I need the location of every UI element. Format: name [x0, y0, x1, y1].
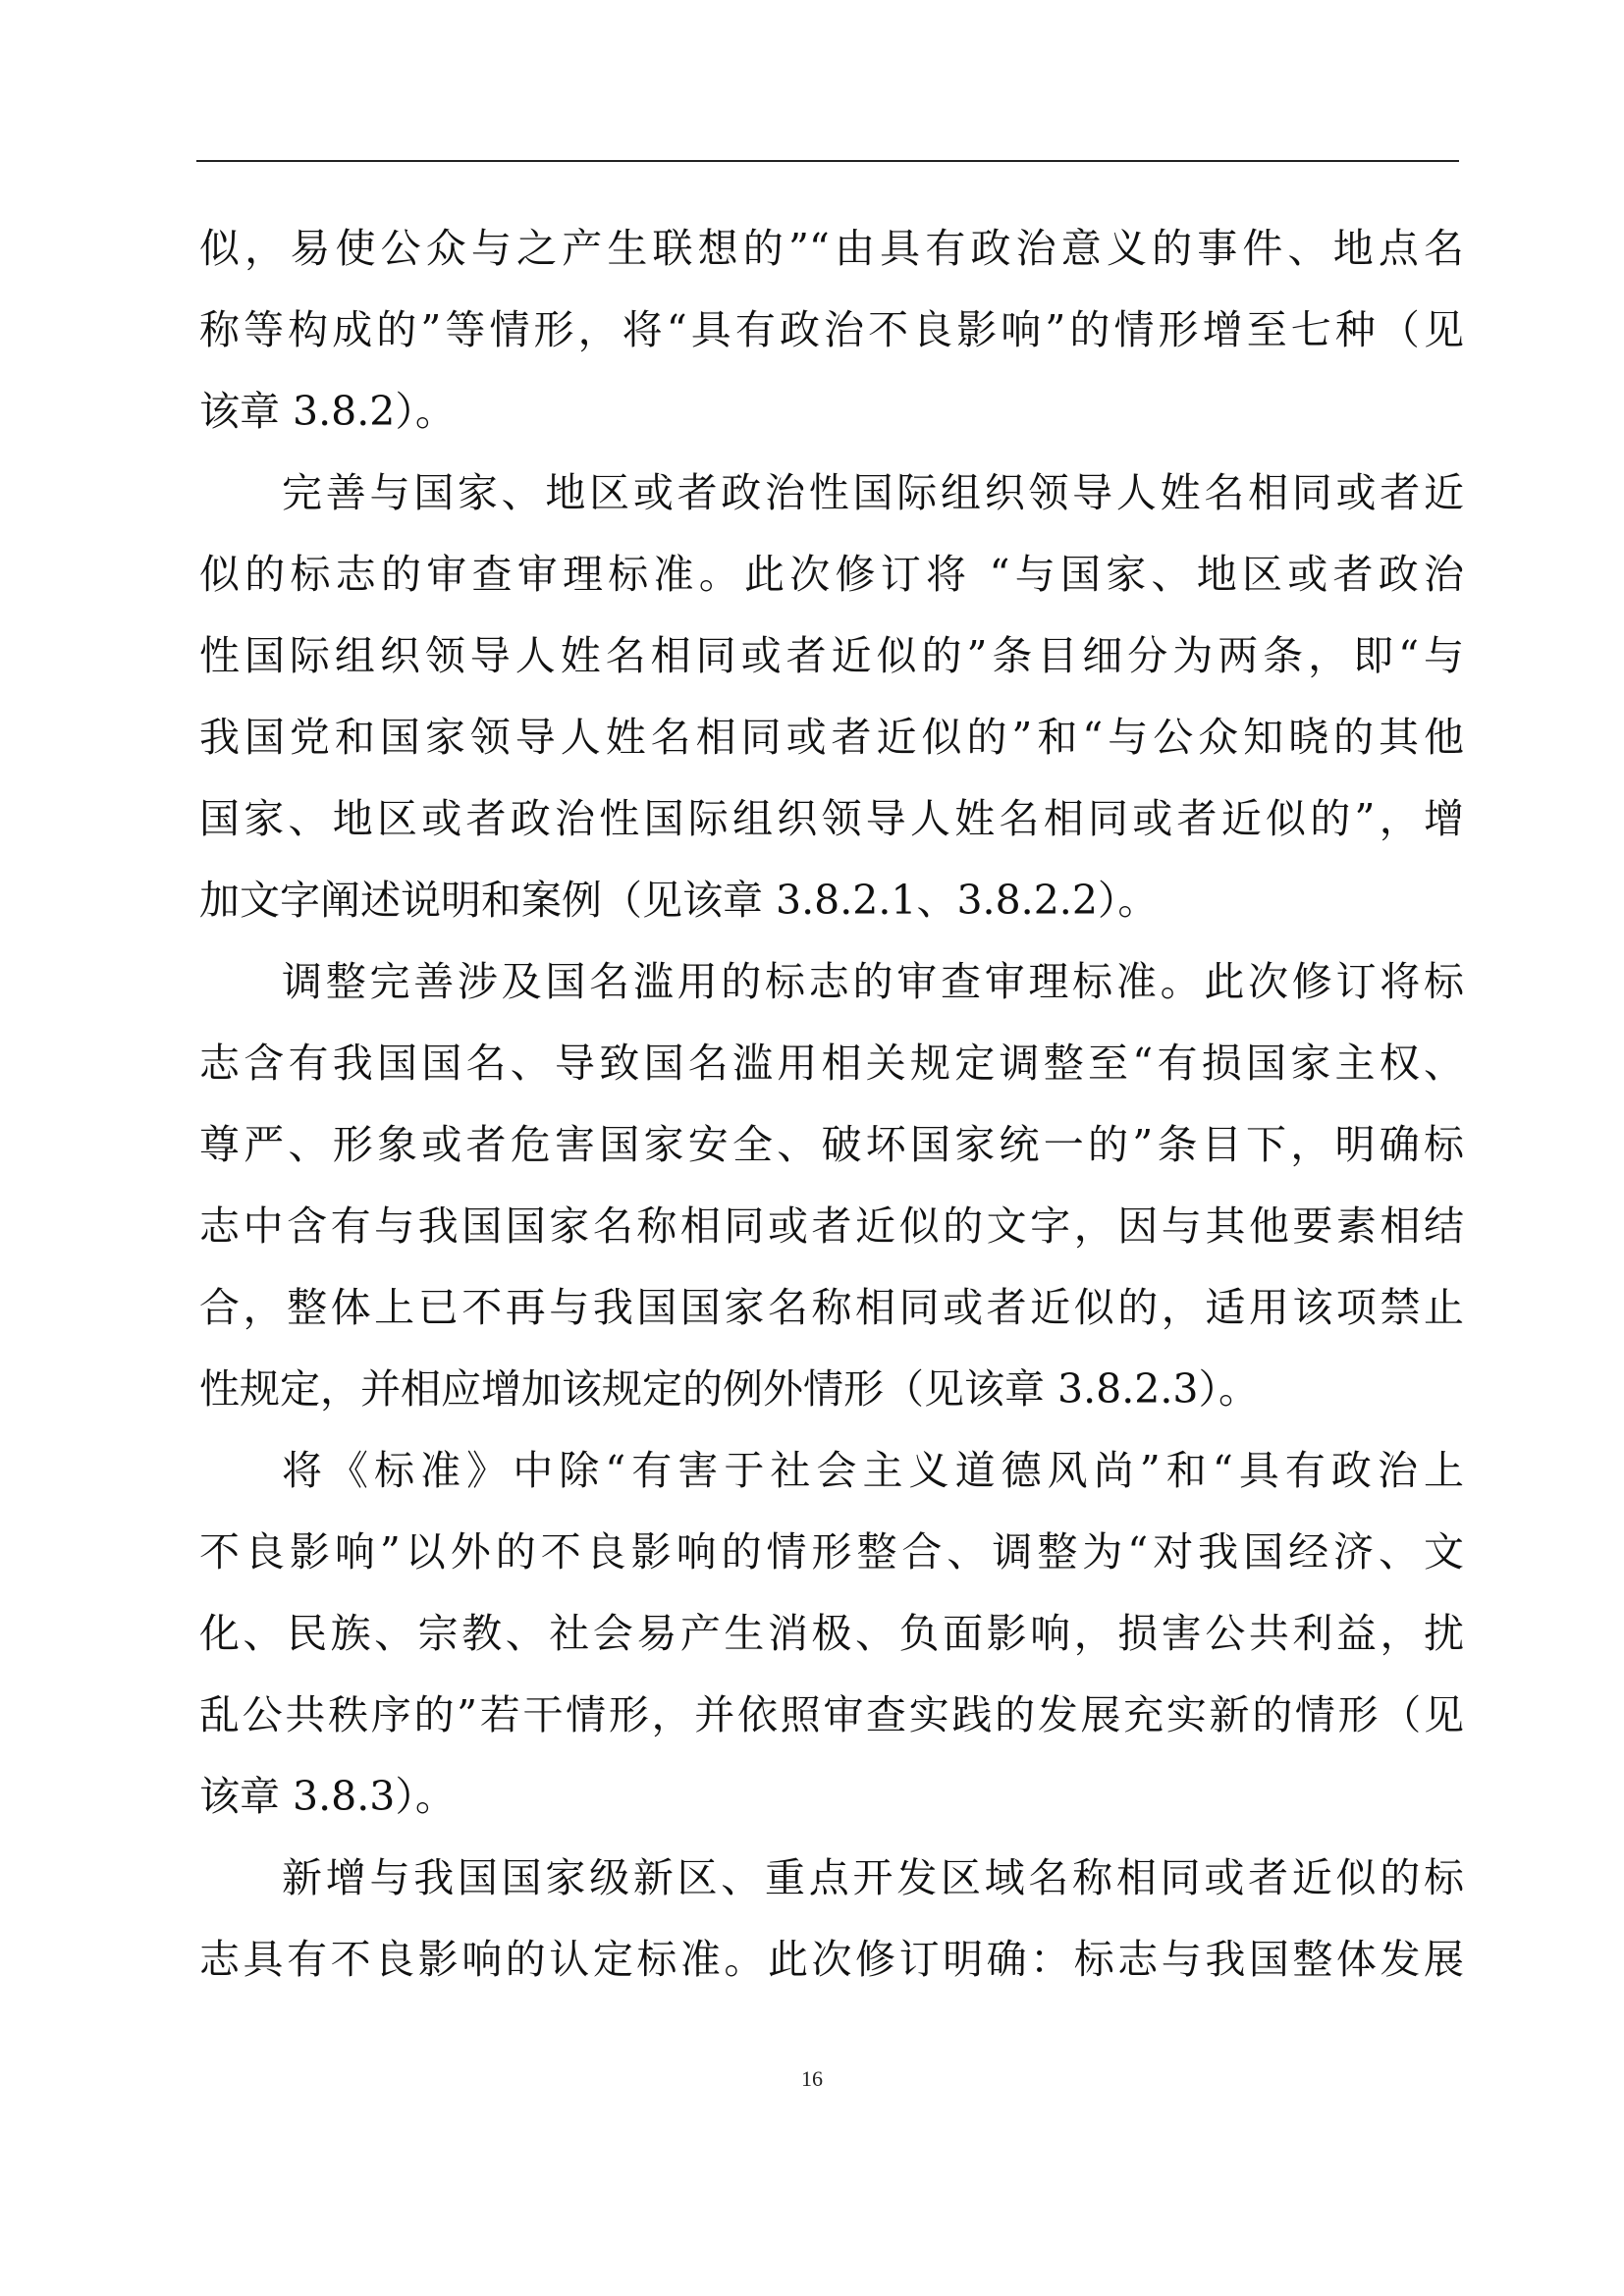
text-line: 新增与我国国家级新区、重点开发区域名称相同或者近似的标 — [282, 1854, 1464, 1901]
text-line: 志具有不良影响的认定标准。此次修订明确：标志与我国整体发展 — [199, 1936, 1464, 1983]
text-line: 国家、地区或者政治性国际组织领导人姓名相同或者近似的”，增 — [199, 795, 1464, 842]
page-number: 16 — [801, 2066, 823, 2091]
text-line: 该章 3.8.3）。 — [199, 1773, 456, 1820]
text-line: 完善与国家、地区或者政治性国际组织领导人姓名相同或者近 — [282, 469, 1464, 516]
paragraph — [199, 1430, 1464, 1838]
text-line: 加文字阐述说明和案例（见该章 3.8.2.1、3.8.2.2）。 — [199, 877, 1159, 924]
text-line: 尊严、形象或者危害国家安全、破坏国家统一的”条目下，明确标 — [199, 1121, 1464, 1168]
text-line: 称等构成的”等情形，将“具有政治不良影响”的情形增至七种（见 — [199, 306, 1464, 353]
text-line: 志中含有与我国国家名称相同或者近似的文字，因与其他要素相结 — [199, 1202, 1464, 1250]
text-line: 合，整体上已不再与我国国家名称相同或者近似的，适用该项禁止 — [199, 1284, 1464, 1331]
text-line: 调整完善涉及国名滥用的标志的审查审理标准。此次修订将标 — [282, 958, 1464, 1005]
paragraph — [199, 941, 1464, 1430]
text-line: 志含有我国国名、导致国名滥用相关规定调整至“有损国家主权、 — [199, 1040, 1464, 1087]
text-line: 将《标准》中除“有害于社会主义道德风尚”和“具有政治上 — [282, 1447, 1464, 1494]
header-rule — [196, 160, 1459, 162]
text-line: 不良影响”以外的不良影响的情形整合、调整为“对我国经济、文 — [199, 1528, 1464, 1575]
text-line: 该章 3.8.2）。 — [199, 388, 456, 435]
page-body — [199, 208, 1464, 2001]
text-line: 我国党和国家领导人姓名相同或者近似的”和“与公众知晓的其他 — [199, 714, 1464, 761]
text-line: 性规定，并相应增加该规定的例外情形（见该章 3.8.2.3）。 — [199, 1365, 1259, 1413]
text-line: 似的标志的审查审理标准。此次修订将 “与国家、地区或者政治 — [199, 551, 1464, 598]
paragraph — [199, 208, 1464, 453]
paragraph — [199, 453, 1464, 941]
text-line: 乱公共秩序的”若干情形，并依照审查实践的发展充实新的情形（见 — [199, 1691, 1464, 1738]
text-line: 似，易使公众与之产生联想的”“由具有政治意义的事件、地点名 — [199, 225, 1464, 272]
text-line: 性国际组织领导人姓名相同或者近似的”条目细分为两条，即“与 — [199, 632, 1464, 679]
paragraph — [199, 1838, 1464, 2001]
text-line: 化、民族、宗教、社会易产生消极、负面影响，损害公共利益，扰 — [199, 1610, 1464, 1657]
